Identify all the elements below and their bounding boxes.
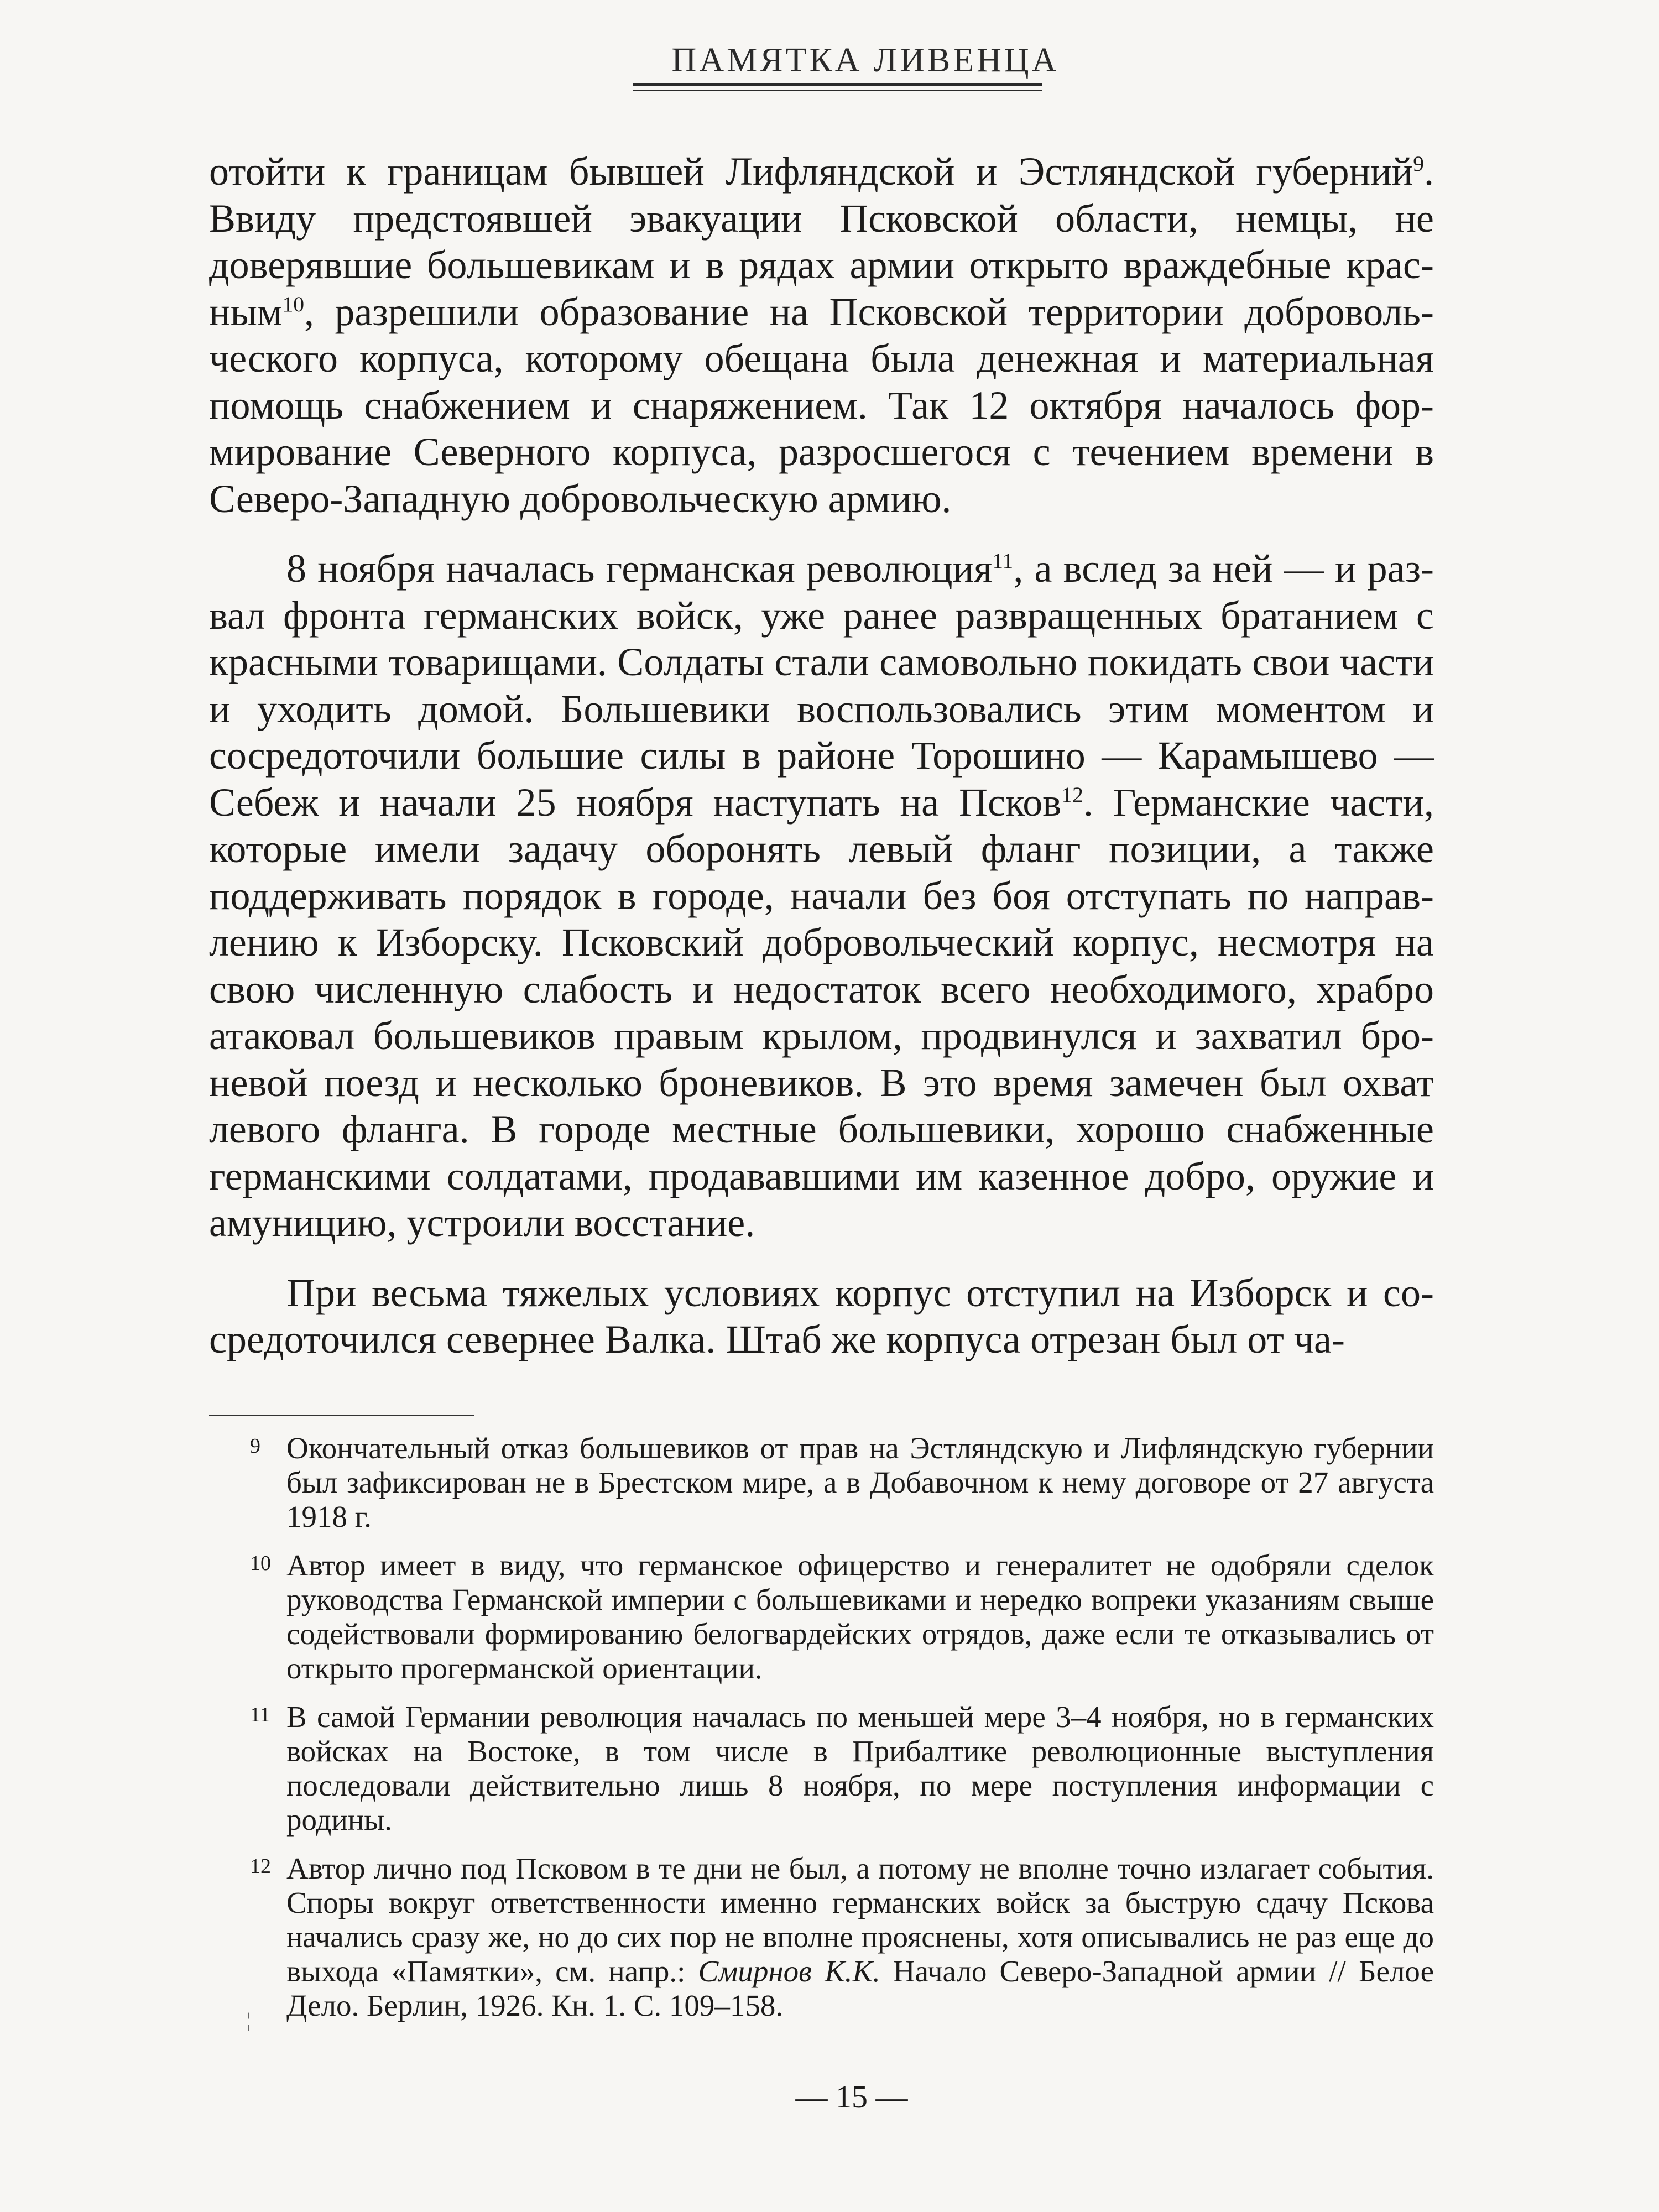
footnote-text-a: Автор лично под Псковом в те дни не был, а потому не вполне точно излагает события. Споры вокруг ответственности именно германских войск за быструю сдачу Пскова начались сразу же, но до сих пор не вполне прояснены, хотя описывались не раз еще до выхода «Памятки», см. напр.: bbox=[286, 1851, 1434, 1988]
paragraph-2-text-a: 8 ноября началась германская революция bbox=[286, 546, 993, 591]
running-head-title: ПАМЯТКА ЛИВЕНЦА bbox=[671, 41, 1060, 79]
footnote-text bbox=[286, 1851, 1434, 2022]
footnote-11 bbox=[209, 1700, 1434, 1837]
paragraph-2-text-b: , а вслед за ней — и развал фронта германских войск, уже ранее развращенных братанием с красными товарищами. Солдаты стали самовольно покидать свои части и уходить домой. Большевики воспользовались этим моментом и сосредоточили большие силы в районе Торошино — Карамышево — Себеж и начали 25 ноября наступать на Псков bbox=[209, 546, 1434, 825]
footnote-text: Окончательный отказ большевиков от прав на Эстляндскую и Лифляндскую губернии был зафиксирован не в Брестском мире, а в Добавочном к нему договоре от 27 августа 1918 г. bbox=[286, 1431, 1434, 1533]
footnote-ref-9[interactable]: 9 bbox=[1413, 152, 1424, 176]
footnotes bbox=[209, 1431, 1434, 2037]
paragraph-1-text-c: , разрешили образование на Псковской территории добровольческого корпуса, которому обещана была денежная и материальная помощь снабжением и снаряжением. Так 12 октября началось формирование Северного корпуса, разросшегося с течением времени в Северо-Западную добровольческую армию. bbox=[209, 289, 1434, 521]
footnote-number: 10 bbox=[250, 1552, 271, 1575]
header-rule-thick bbox=[633, 83, 1042, 86]
paragraph-1-text-a: отойти к границам бывшей Лифляндской и Эстляндской губерний bbox=[209, 149, 1413, 194]
cited-author: Смирнов К.К. bbox=[698, 1954, 880, 1988]
paragraph-3: При весьма тяжелых условиях корпус отступил на Изборск и сосредоточился севернее Валка. Штаб же корпуса отрезан был от ча- bbox=[209, 1270, 1434, 1361]
footnote-12 bbox=[209, 1851, 1434, 2023]
footnote-text-b: Начало Северо-Западной армии // Белое Дело. Берлин, 1926. Кн. 1. С. 109–158. bbox=[286, 1954, 1434, 2022]
main-text bbox=[209, 148, 1434, 1363]
paragraph-2-text-c: . Германские части, которые имели задачу оборонять левый фланг позиции, а также поддерживать порядок в городе, начали без боя отступать по направлению к Изборску. Псковский добровольческий корпус, несмотря на свою численную слабость и недостаток всего необходимого, храбро атаковал большевиков правым крылом, продвинулся и захватил броневой поезд и несколько броневиков. В это время замечен был охват левого фланга. В городе местные большевики, хорошо снабженные германскими солдатами, продававшими им казенное добро, оружие и амуницию, устроили восстание. bbox=[209, 780, 1434, 1245]
stray-mark: ¦ bbox=[247, 2009, 251, 2031]
footnote-text: Автор имеет в виду, что германское офицерство и генералитет не одобряли сделок руководства Германской империи с большевиками и нередко вопреки указаниям свыше содействовали формированию белогвардейских отрядов, даже если те отказывались от открыто прогерманской ориентации. bbox=[286, 1548, 1434, 1685]
footnote-separator bbox=[209, 1415, 474, 1416]
paragraph-1-text-b: . Ввиду предстоявшей эвакуации Псковской области, немцы, не доверявшие большевикам и в рядах армии открыто враждебные красным bbox=[209, 149, 1434, 334]
paragraph-2 bbox=[209, 545, 1434, 1246]
paragraph-1 bbox=[209, 148, 1434, 522]
header-rule-thin bbox=[633, 90, 1042, 91]
page-number: — 15 — bbox=[795, 2079, 908, 2115]
footnote-number: 9 bbox=[250, 1434, 260, 1458]
running-head bbox=[210, 43, 1521, 77]
footnote-ref-11[interactable]: 11 bbox=[992, 549, 1014, 573]
footnote-number: 11 bbox=[250, 1703, 270, 1726]
footnote-ref-10[interactable]: 10 bbox=[282, 291, 305, 316]
footnote-ref-12[interactable]: 12 bbox=[1061, 782, 1083, 807]
footnote-10 bbox=[209, 1548, 1434, 1686]
footnote-9 bbox=[209, 1431, 1434, 1534]
footnote-number: 12 bbox=[250, 1855, 271, 1878]
footnote-text: В самой Германии революция началась по меньшей мере 3–4 ноября, но в германских войсках на Востоке, в том числе в Прибалтике революционные выступления последовали действительно лишь 8 ноября, по мере поступления информации с родины. bbox=[286, 1700, 1434, 1837]
